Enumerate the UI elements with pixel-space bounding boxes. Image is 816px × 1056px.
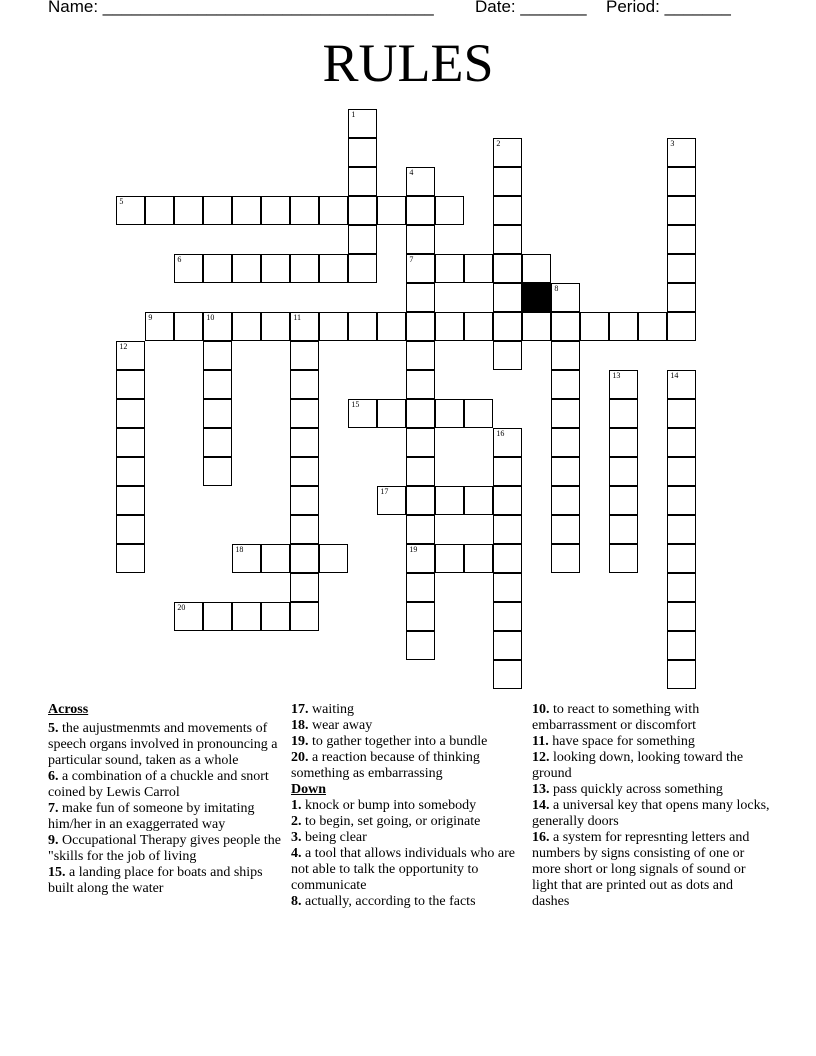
clue-item	[532, 782, 772, 798]
grid-cell[interactable]	[348, 167, 377, 196]
grid-cell[interactable]	[464, 312, 493, 341]
clue-item-number: 5.	[48, 721, 59, 736]
clue-item	[48, 833, 286, 865]
grid-cell[interactable]	[406, 341, 435, 370]
clue-number: 8	[554, 284, 559, 294]
clue-item	[48, 865, 286, 897]
grid-cell[interactable]	[667, 196, 696, 225]
grid-cell[interactable]	[667, 515, 696, 544]
clue-number: 14	[670, 371, 679, 381]
grid-cell[interactable]	[435, 312, 464, 341]
clue-item-number: 9.	[48, 833, 59, 848]
grid-cell[interactable]	[464, 486, 493, 515]
grid-cell[interactable]	[290, 544, 319, 573]
grid-cell[interactable]	[493, 544, 522, 573]
grid-cell[interactable]	[261, 544, 290, 573]
grid-cell[interactable]	[203, 457, 232, 486]
grid-cell[interactable]	[609, 544, 638, 573]
clue-item	[291, 734, 516, 750]
clue-item	[291, 718, 516, 734]
grid-cell[interactable]	[290, 341, 319, 370]
clue-item-text: wear away	[308, 718, 373, 733]
clue-heading: Across	[48, 702, 89, 717]
grid-cell[interactable]	[290, 602, 319, 631]
grid-cell[interactable]	[116, 399, 145, 428]
grid-cell[interactable]	[667, 660, 696, 689]
clue-item	[291, 894, 516, 910]
grid-cell[interactable]	[667, 631, 696, 660]
clue-number: 17	[380, 487, 389, 497]
clue-item	[291, 814, 516, 830]
grid-cell[interactable]	[667, 457, 696, 486]
grid-cell[interactable]	[435, 254, 464, 283]
clue-item-number: 12.	[532, 750, 550, 765]
grid-cell[interactable]	[290, 573, 319, 602]
clue-item-text: waiting	[308, 702, 354, 717]
grid-cell[interactable]	[667, 428, 696, 457]
grid-cell[interactable]	[551, 370, 580, 399]
grid-cell[interactable]	[435, 486, 464, 515]
grid-cell[interactable]	[203, 196, 232, 225]
clue-item-text: knock or bump into somebody	[301, 798, 477, 813]
grid-cell[interactable]	[493, 312, 522, 341]
grid-cell[interactable]	[493, 602, 522, 631]
grid-cell[interactable]	[406, 167, 435, 196]
grid-cell[interactable]	[232, 254, 261, 283]
grid-cell[interactable]	[174, 254, 203, 283]
grid-cell[interactable]	[551, 399, 580, 428]
grid-cell[interactable]	[609, 370, 638, 399]
clue-item	[532, 798, 772, 830]
grid-cell[interactable]	[493, 515, 522, 544]
clue-item-number: 20.	[291, 750, 309, 765]
clue-item-text: a landing place for boats and ships built along the water	[48, 865, 263, 896]
grid-cell[interactable]	[348, 196, 377, 225]
grid-cell[interactable]	[580, 312, 609, 341]
grid-cell[interactable]	[667, 138, 696, 167]
clue-item	[291, 798, 516, 814]
clue-item	[532, 702, 772, 734]
grid-cell[interactable]	[290, 399, 319, 428]
grid-cell[interactable]	[667, 602, 696, 631]
grid-cell[interactable]	[667, 486, 696, 515]
grid-cell[interactable]	[406, 428, 435, 457]
grid-cell[interactable]	[174, 312, 203, 341]
grid-cell[interactable]	[116, 515, 145, 544]
grid-cell[interactable]	[551, 283, 580, 312]
clue-item-text: a universal key that opens many locks, generally doors	[532, 798, 770, 829]
clue-item-number: 17.	[291, 702, 309, 717]
period-field[interactable]: Period: _______	[606, 0, 731, 16]
clues-column-2	[291, 702, 516, 910]
clue-number: 11	[293, 313, 302, 323]
grid-cell[interactable]	[203, 312, 232, 341]
grid-cell[interactable]	[522, 312, 551, 341]
grid-cell[interactable]	[493, 428, 522, 457]
grid-cell[interactable]	[377, 486, 406, 515]
clue-item-number: 6.	[48, 769, 59, 784]
clue-item-number: 13.	[532, 782, 550, 797]
grid-cell[interactable]	[203, 428, 232, 457]
clue-item-text: have space for something	[548, 734, 695, 749]
grid-cell[interactable]	[406, 515, 435, 544]
grid-cell[interactable]	[406, 254, 435, 283]
grid-cell[interactable]	[290, 312, 319, 341]
grid-cell[interactable]	[116, 457, 145, 486]
grid-cell[interactable]	[493, 457, 522, 486]
grid-cell[interactable]	[406, 399, 435, 428]
grid-cell[interactable]	[232, 602, 261, 631]
grid-cell[interactable]	[667, 370, 696, 399]
clue-item-text: actually, according to the facts	[301, 894, 476, 909]
grid-cell[interactable]	[638, 312, 667, 341]
grid-cell[interactable]	[203, 341, 232, 370]
clue-item-text: pass quickly across something	[549, 782, 723, 797]
grid-cell[interactable]	[203, 602, 232, 631]
clue-item	[532, 830, 772, 910]
grid-cell[interactable]	[667, 225, 696, 254]
grid-cell[interactable]	[406, 312, 435, 341]
grid-cell[interactable]	[116, 196, 145, 225]
clue-item-text: the aujustmenmts and movements of speech organs involved in pronouncing a particular sound, taken as a whole	[48, 721, 278, 768]
clue-number: 16	[496, 429, 505, 439]
grid-cell[interactable]	[145, 196, 174, 225]
grid-cell[interactable]	[116, 341, 145, 370]
grid-cell[interactable]	[435, 399, 464, 428]
clue-item-number: 3.	[291, 830, 302, 845]
clue-number: 19	[409, 545, 418, 555]
clue-item-text: a reaction because of thinking something as embarrassing	[291, 750, 480, 781]
grid-cell[interactable]	[377, 399, 406, 428]
grid-cell[interactable]	[232, 196, 261, 225]
clue-item-text: being clear	[301, 830, 367, 845]
grid-cell[interactable]	[551, 428, 580, 457]
grid-cell[interactable]	[493, 283, 522, 312]
clue-item-number: 1.	[291, 798, 302, 813]
grid-cell[interactable]	[406, 486, 435, 515]
clue-number: 9	[148, 313, 153, 323]
grid-cell[interactable]	[261, 254, 290, 283]
clue-item	[532, 734, 772, 750]
grid-cell[interactable]	[609, 515, 638, 544]
clue-number: 3	[670, 139, 675, 149]
grid-cell[interactable]	[493, 167, 522, 196]
clue-item	[532, 750, 772, 782]
grid-cell[interactable]	[464, 399, 493, 428]
clue-item-text: looking down, looking toward the ground	[532, 750, 744, 781]
clue-item	[291, 846, 516, 894]
grid-cell[interactable]	[406, 370, 435, 399]
clues-column-3	[532, 702, 772, 910]
grid-cell[interactable]	[203, 254, 232, 283]
grid-cell[interactable]	[667, 544, 696, 573]
clue-number: 1	[351, 110, 356, 120]
grid-cell[interactable]	[261, 196, 290, 225]
grid-cell[interactable]	[290, 428, 319, 457]
grid-cell[interactable]	[609, 399, 638, 428]
grid-cell[interactable]	[667, 573, 696, 602]
clue-number: 10	[206, 313, 215, 323]
grid-cell[interactable]	[116, 428, 145, 457]
grid-cell[interactable]	[406, 196, 435, 225]
grid-cell[interactable]	[493, 573, 522, 602]
grid-cell[interactable]	[406, 602, 435, 631]
clue-item	[291, 702, 516, 718]
grid-cell[interactable]	[319, 544, 348, 573]
grid-cell[interactable]	[493, 486, 522, 515]
clue-item-text: a combination of a chuckle and snort coined by Lewis Carrol	[48, 769, 269, 800]
clue-item-number: 7.	[48, 801, 59, 816]
grid-cell[interactable]	[551, 515, 580, 544]
clue-item-text: to react to something with embarrassment or discomfort	[532, 702, 700, 733]
grid-cell[interactable]	[609, 486, 638, 515]
grid-cell[interactable]	[203, 399, 232, 428]
clue-item-number: 11.	[532, 734, 549, 749]
grid-cell[interactable]	[406, 225, 435, 254]
grid-cell[interactable]	[348, 109, 377, 138]
grid-cell[interactable]	[551, 544, 580, 573]
clue-number: 20	[177, 603, 186, 613]
grid-cell[interactable]	[667, 399, 696, 428]
grid-cell[interactable]	[377, 196, 406, 225]
grid-cell[interactable]	[319, 254, 348, 283]
grid-cell[interactable]	[116, 486, 145, 515]
grid-cell[interactable]	[464, 254, 493, 283]
grid-cell[interactable]	[493, 254, 522, 283]
clue-item	[291, 750, 516, 782]
clue-item-text: make fun of someone by imitating him/her in an exaggerrated way	[48, 801, 255, 832]
black-square	[522, 283, 551, 312]
date-field[interactable]: Date: _______	[475, 0, 587, 16]
grid-cell[interactable]	[464, 544, 493, 573]
grid-cell[interactable]	[493, 341, 522, 370]
grid-cell[interactable]	[551, 457, 580, 486]
clue-item	[291, 830, 516, 846]
grid-cell[interactable]	[261, 602, 290, 631]
clue-item	[48, 721, 286, 769]
grid-cell[interactable]	[290, 196, 319, 225]
grid-cell[interactable]	[348, 225, 377, 254]
grid-cell[interactable]	[348, 254, 377, 283]
clue-number: 13	[612, 371, 621, 381]
clue-item-number: 19.	[291, 734, 309, 749]
page-title: RULES	[322, 33, 494, 93]
clue-item-number: 14.	[532, 798, 550, 813]
clue-item-number: 8.	[291, 894, 302, 909]
clue-item-text: Occupational Therapy gives people the "skills for the job of living	[48, 833, 281, 864]
clue-item-number: 16.	[532, 830, 550, 845]
grid-cell[interactable]	[406, 573, 435, 602]
grid-cell[interactable]	[522, 254, 551, 283]
grid-cell[interactable]	[290, 457, 319, 486]
clue-item	[48, 801, 286, 833]
clue-number: 15	[351, 400, 360, 410]
clue-number: 4	[409, 168, 414, 178]
clue-number: 7	[409, 255, 414, 265]
grid-cell[interactable]	[116, 370, 145, 399]
grid-cell[interactable]	[261, 312, 290, 341]
clue-item-number: 18.	[291, 718, 309, 733]
grid-cell[interactable]	[406, 457, 435, 486]
grid-cell[interactable]	[232, 312, 261, 341]
grid-cell[interactable]	[145, 312, 174, 341]
clue-number: 2	[496, 139, 501, 149]
grid-cell[interactable]	[232, 544, 261, 573]
grid-cell[interactable]	[551, 341, 580, 370]
clue-item-number: 10.	[532, 702, 550, 717]
grid-cell[interactable]	[435, 544, 464, 573]
grid-cell[interactable]	[319, 312, 348, 341]
clue-item-text: to begin, set going, or originate	[301, 814, 481, 829]
grid-cell[interactable]	[290, 370, 319, 399]
clue-heading: Down	[291, 782, 327, 797]
grid-cell[interactable]	[493, 196, 522, 225]
clue-item-text: a tool that allows individuals who are not able to talk the opportunity to communicate	[291, 846, 515, 893]
clue-number: 5	[119, 197, 124, 207]
grid-cell[interactable]	[493, 225, 522, 254]
grid-cell[interactable]	[290, 515, 319, 544]
clue-number: 12	[119, 342, 128, 352]
clue-item-number: 2.	[291, 814, 302, 829]
grid-cell[interactable]	[609, 312, 638, 341]
grid-cell[interactable]	[290, 254, 319, 283]
grid-cell[interactable]	[667, 254, 696, 283]
clue-item-number: 15.	[48, 865, 66, 880]
grid-cell[interactable]	[406, 544, 435, 573]
grid-cell[interactable]	[290, 486, 319, 515]
grid-cell[interactable]	[609, 428, 638, 457]
clue-number: 6	[177, 255, 182, 265]
grid-cell[interactable]	[174, 196, 203, 225]
grid-cell[interactable]	[435, 196, 464, 225]
grid-cell[interactable]	[174, 602, 203, 631]
grid-cell[interactable]	[493, 631, 522, 660]
grid-cell[interactable]	[493, 138, 522, 167]
grid-cell[interactable]	[609, 457, 638, 486]
grid-cell[interactable]	[348, 312, 377, 341]
grid-cell[interactable]	[348, 138, 377, 167]
grid-cell[interactable]	[667, 312, 696, 341]
grid-cell[interactable]	[116, 544, 145, 573]
grid-cell[interactable]	[319, 196, 348, 225]
grid-cell[interactable]	[348, 399, 377, 428]
grid-cell[interactable]	[667, 167, 696, 196]
grid-cell[interactable]	[406, 631, 435, 660]
clues-column-1	[48, 702, 286, 897]
clue-item	[48, 769, 286, 801]
grid-cell[interactable]	[551, 312, 580, 341]
clue-number: 18	[235, 545, 244, 555]
grid-cell[interactable]	[406, 283, 435, 312]
grid-cell[interactable]	[551, 486, 580, 515]
clue-item-text: a system for represnting letters and numbers by signs consisting of one or more short or long signals of sound or light that are printed out as dots and dashes	[532, 830, 750, 909]
clue-item-text: to gather together into a bundle	[308, 734, 488, 749]
grid-cell[interactable]	[667, 283, 696, 312]
name-field[interactable]: Name: ___________________________________	[48, 0, 434, 16]
grid-cell[interactable]	[493, 660, 522, 689]
grid-cell[interactable]	[377, 312, 406, 341]
clue-item-number: 4.	[291, 846, 302, 861]
grid-cell[interactable]	[203, 370, 232, 399]
